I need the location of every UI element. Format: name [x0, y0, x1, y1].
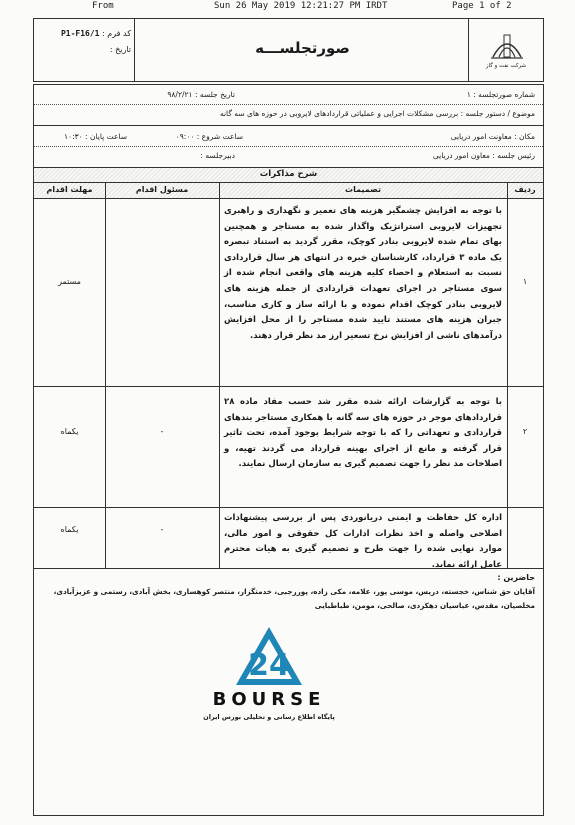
row-3-decision: اداره کل حفاظت و ایمنی دریانوردی پس از بررسی پیشنهادات اصلاحی واصله و اخذ نظرات ادارات کل حقوقی و امور مالی، موارد نهایی شده را جهت طرح و تصمیم گیری به هیات محترم عامل ارائه نماید.: [224, 513, 502, 570]
row-1-deadline: مستمر: [58, 277, 81, 286]
bourse-caption: پایگاه اطلاع رسانی و تحلیلی بورس ایران: [203, 713, 335, 721]
column-divider: [507, 183, 508, 568]
bourse-watermark: [154, 625, 384, 735]
col-header-deadline: مهلت اقدام: [46, 185, 93, 194]
session-end-time: ساعت پایان : ۱۰:۳۰: [64, 132, 127, 141]
svg-text:24: 24: [248, 648, 290, 683]
col-header-row: ردیف: [514, 185, 536, 194]
form-number: [39, 29, 131, 38]
minutes-table: [33, 84, 544, 569]
col-header-decisions: تصمیمات: [345, 185, 381, 194]
fax-from: From: [92, 1, 114, 11]
session-chair: رئیس جلسه : معاون امور دریایی: [432, 151, 535, 160]
session-secretary: دبیرجلسه :: [200, 151, 235, 160]
fax-header: [0, 0, 575, 14]
attendees-list: آقایان حق شناس، خجسته، دریس، موسی پور، علامه، مکی زاده، پوررجبی، خدمتگزار، منتصر کوهساری، بخش آبادی، رستمی و عزیزآبادی، مخلصیان، مقدس، عباسیان دهکردی، صالحی، مومن، طباطبایی: [53, 587, 535, 610]
form-number-value: P1-F16/1: [60, 29, 100, 38]
row-2-responsible: -: [160, 427, 164, 436]
divider: [34, 104, 543, 105]
session-start-time: ساعت شروع : ۰۹:۰۰: [175, 132, 243, 141]
logo-caption: شرکت نفت و گاز: [485, 63, 527, 69]
row-3-deadline: یکماه: [60, 525, 79, 534]
column-divider: [219, 183, 220, 568]
session-number: شماره صورتجلسه : ۱: [466, 90, 535, 99]
bourse-logo-icon: [234, 625, 304, 687]
form-date-label: تاریخ :: [109, 45, 131, 54]
fax-page: Page 1 of 2: [452, 1, 512, 11]
attendees-section: [33, 569, 544, 816]
form-number-label: کد فرم :: [102, 29, 131, 38]
logo-cell: [468, 19, 543, 81]
row-1-decision: با توجه به افزایش چشمگیر هزینه های تعمیر و نگهداری و راهبری تجهیزات لایروبی استراتژیک واگذار شده به مستاجر و همچنین بهای تمام شده لایروبی بنادر کوچک، مقرر گردید به استناد تبصره یک ماده ۳ قرارداد، کارشناسان خبره در انتهای هر سال قراردادی نسبت به استعلام و احصاء کلیه هزینه های واقعی انجام شده از سوی مستاجر در اجرای تعهدات قراردادی از جمله هزینه های لایروبی بنادر کوچک اقدام نموده و با ارائه ساز و کاری مناسب، جبران هزینه های مستند تایید شده مستاجر را از محل افزایش درآمدهای ناشی از افزایش نرخ تسعیر ارز مد نظر قرار دهند.: [224, 206, 502, 341]
col-header-responsible: مسئول اقدام: [135, 185, 189, 194]
divider: [34, 146, 543, 147]
row-2-decision: با توجه به گزارشات ارائه شده مقرر شد حسب مفاد ماده ۲۸ قراردادهای موجر در حوزه های سه گانه با همکاری مستاجر بندهای قراردادی و تعهداتی را که با توجه شرایط بوجود آمده، تحت تاثیر قرار گرفته و مانع از اجرای بهینه قرارداد می گردند تهیه، و اصلاحات مد نظر را جهت تصمیم گیری به سازمان ارسال نمایند.: [224, 397, 502, 470]
document-header: [33, 18, 544, 82]
form-info-cell: [34, 19, 135, 81]
divider: [34, 125, 543, 126]
company-logo-icon: [485, 27, 529, 61]
divider: [34, 507, 543, 508]
divider: [34, 198, 543, 199]
column-divider: [105, 183, 106, 568]
row-2-deadline: یکماه: [60, 427, 79, 436]
fax-datetime: Sun 26 May 2019 12:21:27 PM IRDT: [214, 1, 388, 11]
document-title: صورتجلســـه: [255, 39, 350, 57]
row-3-responsible: -: [160, 525, 164, 534]
discussion-title: شرح مذاکرات: [259, 169, 318, 179]
session-date: تاریخ جلسه : ۹۸/۲/۲۱: [167, 90, 235, 99]
session-subject: موضوع / دستور جلسه : بررسی مشکلات اجرایی و عملیاتی قراردادهای لایروبی در حوزه های سه گانه: [219, 109, 535, 118]
divider: [34, 386, 543, 387]
row-1-number: ۱: [522, 277, 528, 286]
row-2-number: ۲: [522, 427, 528, 436]
bourse-wordmark: BOURSE: [212, 689, 326, 710]
session-place: مکان : معاونت امور دریایی: [450, 132, 535, 141]
attendees-label: حاضرین :: [497, 573, 535, 582]
